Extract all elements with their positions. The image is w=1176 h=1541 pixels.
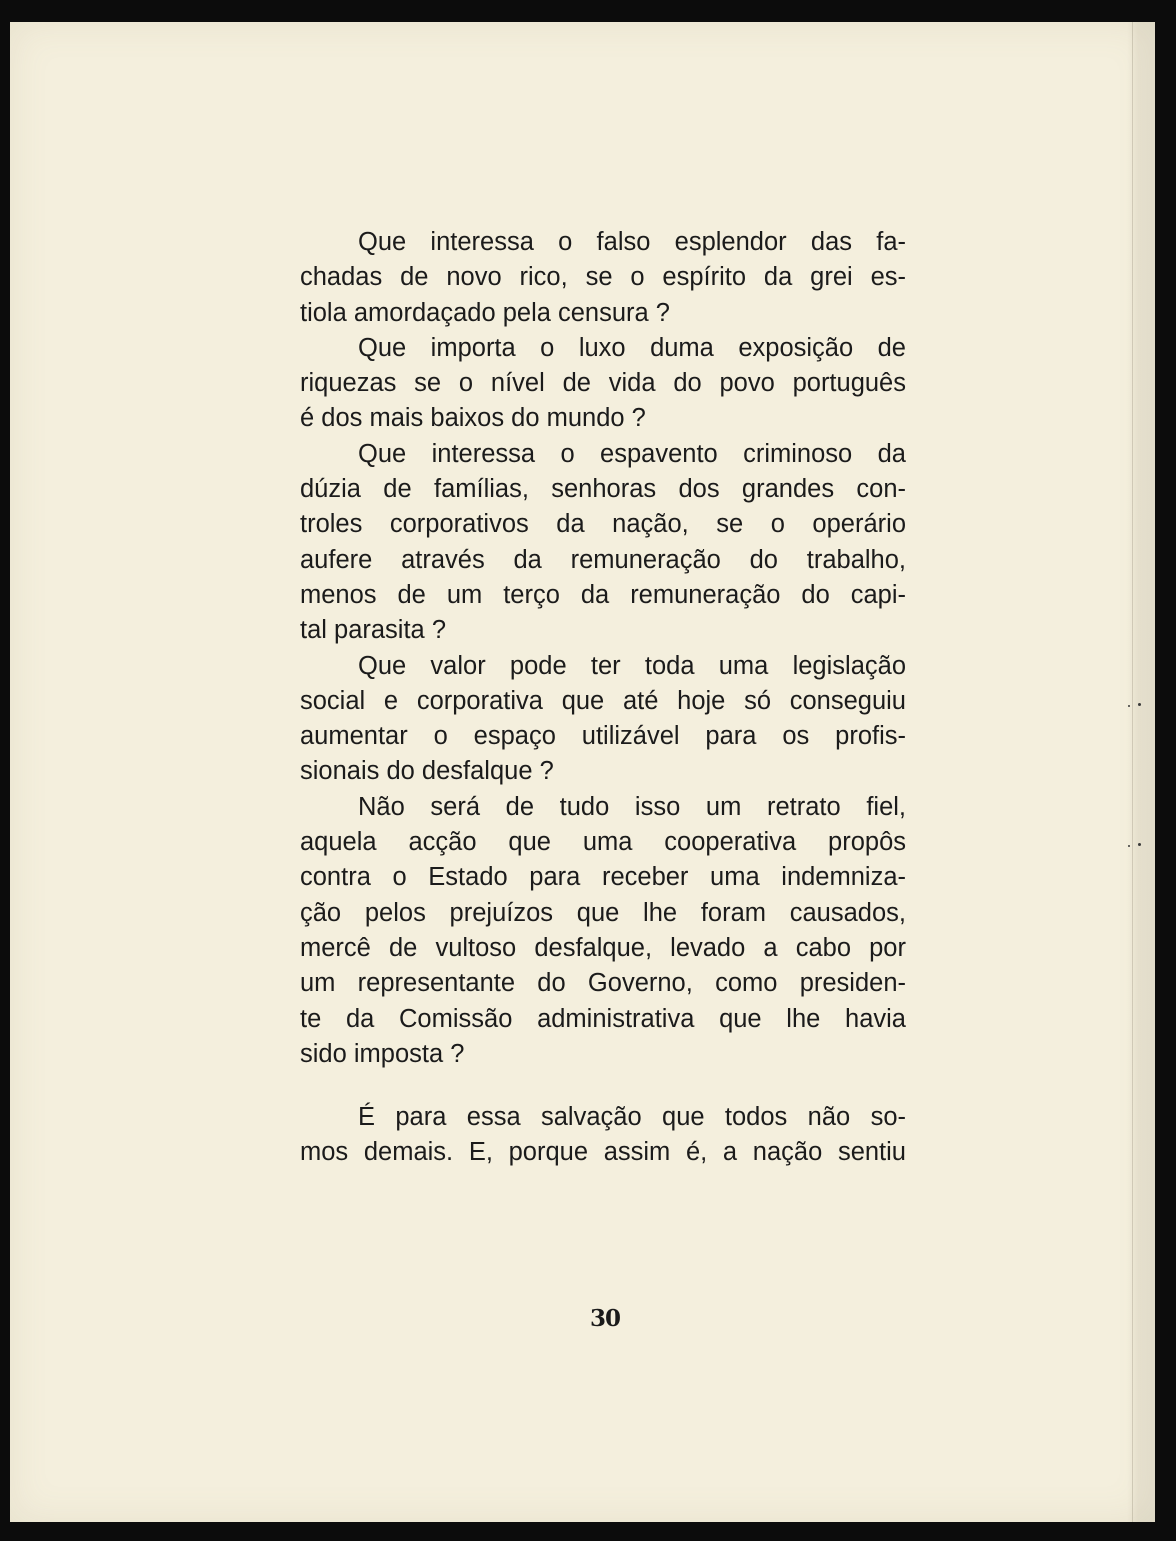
text-line: Não será de tudo isso um retrato fiel,: [358, 792, 906, 821]
text-line: um representante do Governo, como presiden-: [300, 969, 906, 998]
text-line: contra o Estado para receber uma indemniza-: [300, 863, 906, 892]
text-line: menos de um terço da remuneração do capi-: [300, 580, 906, 609]
page-number: 30: [589, 1305, 620, 1332]
text-line: mos demais. E, porque assim é, a nação sentiu: [300, 1138, 906, 1167]
text-line: Que importa o luxo duma exposição de: [358, 333, 906, 362]
text-line: aumentar o espaço utilizável para os profis-: [300, 722, 906, 751]
ink-speck: [1138, 843, 1141, 846]
text-line: sido imposta ?: [300, 1039, 465, 1068]
text-line: aufere através da remuneração do trabalho,: [300, 545, 906, 574]
text-line: ção pelos prejuízos que lhe foram causados,: [300, 898, 906, 927]
ink-speck: [1128, 845, 1130, 847]
body-text: [300, 225, 906, 1171]
text-line: aquela acção que uma cooperativa propôs: [300, 828, 906, 857]
ink-speck: [1128, 705, 1130, 707]
text-line: dúzia de famílias, senhoras dos grandes con-: [300, 475, 906, 504]
text-line: sionais do desfalque ?: [300, 757, 554, 786]
ink-speck: [1138, 703, 1141, 706]
text-line: Que interessa o falso esplendor das fa-: [358, 228, 906, 256]
text-line: troles corporativos da nação, se o operário: [300, 510, 906, 539]
text-line: É para essa salvação que todos não so-: [358, 1103, 906, 1132]
text-line: social e corporativa que até hoje só conseguiu: [300, 686, 906, 715]
text-line: riquezas se o nível de vida do povo português: [300, 369, 906, 398]
text-line: mercê de vultoso desfalque, levado a cabo por: [300, 933, 906, 962]
text-line: te da Comissão administrativa que lhe havia: [300, 1004, 906, 1033]
text-line: tiola amordaçado pela censura ?: [300, 298, 670, 327]
page-edge: [1127, 22, 1155, 1522]
text-line: Que interessa o espavento criminoso da: [358, 439, 906, 468]
text-line: tal parasita ?: [300, 616, 447, 645]
text-line: é dos mais baixos do mundo ?: [300, 404, 646, 433]
text-line: chadas de novo rico, se o espírito da grei es-: [300, 263, 906, 292]
text-line: Que valor pode ter toda uma legislação: [358, 651, 906, 680]
